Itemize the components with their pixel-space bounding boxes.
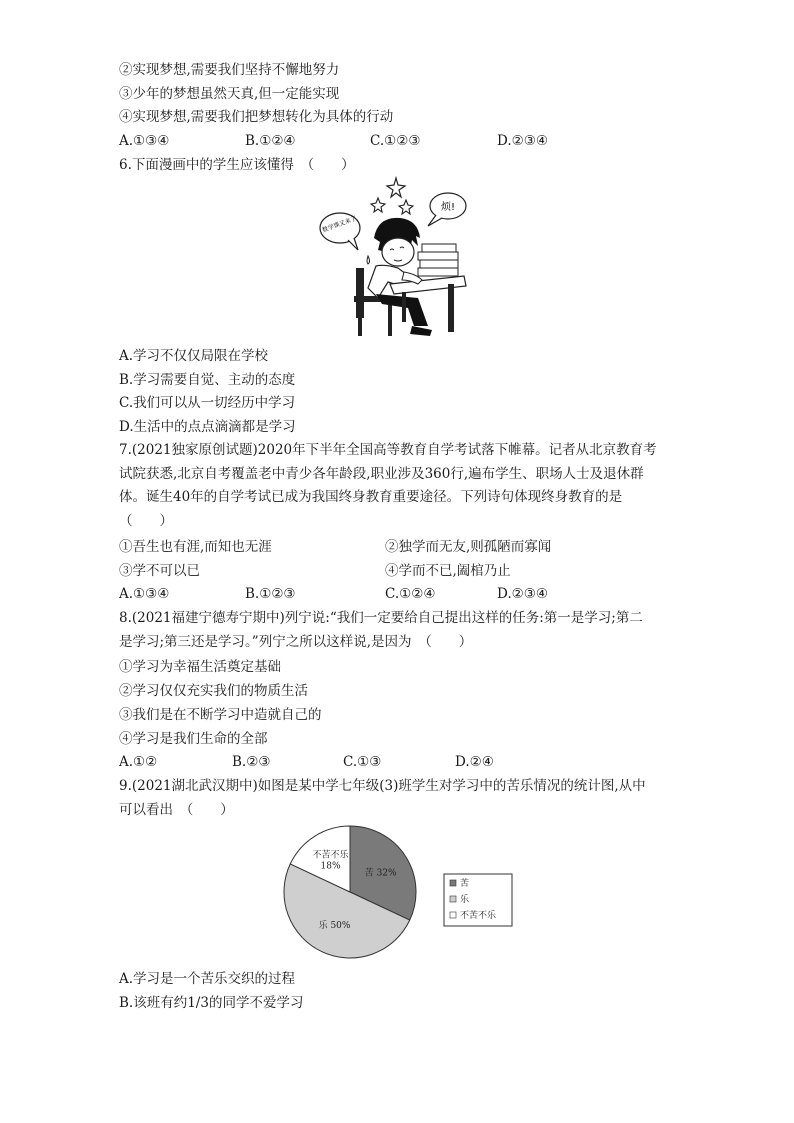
q7-stem-line-1: 7.(2021独家原创试题)2020年下半年全国高等教育自学考试落下帷幕。记者从北京教育考 [119,442,657,458]
q8-option-d: D.②④ [455,754,494,770]
pie-slice-label-2: 乐 50% [318,920,351,931]
pie-slice-label-3: 不苦不乐 [312,850,349,861]
q6-option-b: B.学习需要自觉、主动的态度 [119,372,296,388]
q8-item-1: ①学习为幸福生活奠定基础 [119,659,281,675]
q9-option-b: B.该班有约1/3的同学不爱学习 [119,995,304,1011]
q7-option-d: D.②③④ [497,586,548,602]
q9-stem-line-2: 可以看出 （ ） [119,802,234,818]
q5-option-a: A.①③④ [119,133,170,149]
q7-option-a: A.①③④ [119,586,170,602]
pie-slice-label-1: 苦 32% [364,868,397,879]
q8-option-b: B.②③ [232,754,271,770]
q7-stem-line-4: （ ） [119,513,173,529]
q8-item-3: ③我们是在不断学习中造就自己的 [119,707,322,723]
q8-option-a: A.①② [119,754,158,770]
q6-option-d: D.生活中的点点滴滴都是学习 [119,419,296,435]
q7-item-4: ④学而不已,阖棺乃止 [385,563,511,579]
speech-bubble-right [428,193,466,226]
bubble-right-text: 烦! [440,202,456,213]
q8-item-4: ④学习是我们生命的全部 [119,731,268,747]
q8-stem-line-1: 8.(2021福建宁德寿宁期中)列宁说:“我们一定要给自己提出这样的任务:第一是学习;第二 [119,610,643,626]
bubble-left-text: 数学课又来了 [321,215,358,235]
legend-label-2: 乐 [460,895,470,905]
q5-option-d: D.②③④ [497,133,548,149]
legend-swatch-1 [450,880,456,886]
pie-slice-label-3: 18% [320,861,341,872]
legend-swatch-3 [450,912,456,918]
student-cartoon-illustration [318,176,468,342]
q8-stem-line-2: 是学习;第三还是学习。”列宁之所以这样说,是因为 （ ） [119,634,473,650]
q5-item-4: ④实现梦想,需要我们把梦想转化为具体的行动 [119,109,394,125]
pie-chart [282,822,522,962]
q5-option-b: B.①②④ [245,133,296,149]
speech-bubble-left [320,213,360,250]
q7-stem-line-3: 体。诞生40年的自学考试已成为我国终身教育重要途径。下列诗句体现终身教育的是 [119,489,623,505]
q8-option-c: C.①③ [343,754,382,770]
q5-item-3: ③少年的梦想虽然天真,但一定能实现 [119,86,340,102]
q9-stem-line-1: 9.(2021湖北武汉期中)如图是某中学七年级(3)班学生对学习中的苦乐情况的统计图,从中 [119,778,646,794]
q6-option-a: A.学习不仅仅局限在学校 [119,348,269,364]
q5-item-2: ②实现梦想,需要我们坚持不懈地努力 [119,62,340,78]
q5-option-c: C.①②③ [370,133,421,149]
q7-stem-line-2: 试院获悉,北京自考覆盖老中青少各年龄段,职业涉及360行,遍布学生、职场人士及退休群 [119,466,644,482]
q7-item-1: ①吾生也有涯,而知也无涯 [119,539,272,555]
q7-item-2: ②独学而无友,则孤陋而寡闻 [385,539,552,555]
q7-option-c: C.①②④ [385,586,436,602]
q6-option-c: C.我们可以从一切经历中学习 [119,395,296,411]
q7-option-b: B.①②③ [245,586,296,602]
legend-swatch-2 [450,896,456,902]
legend-label-3: 不苦不乐 [460,911,497,921]
q9-option-a: A.学习是一个苦乐交织的过程 [119,971,296,987]
q8-item-2: ②学习仅仅充实我们的物质生活 [119,683,308,699]
q6-stem: 6.下面漫画中的学生应该懂得 （ ） [119,157,355,173]
legend-label-1: 苦 [460,879,470,889]
q7-item-3: ③学不可以已 [119,563,200,579]
